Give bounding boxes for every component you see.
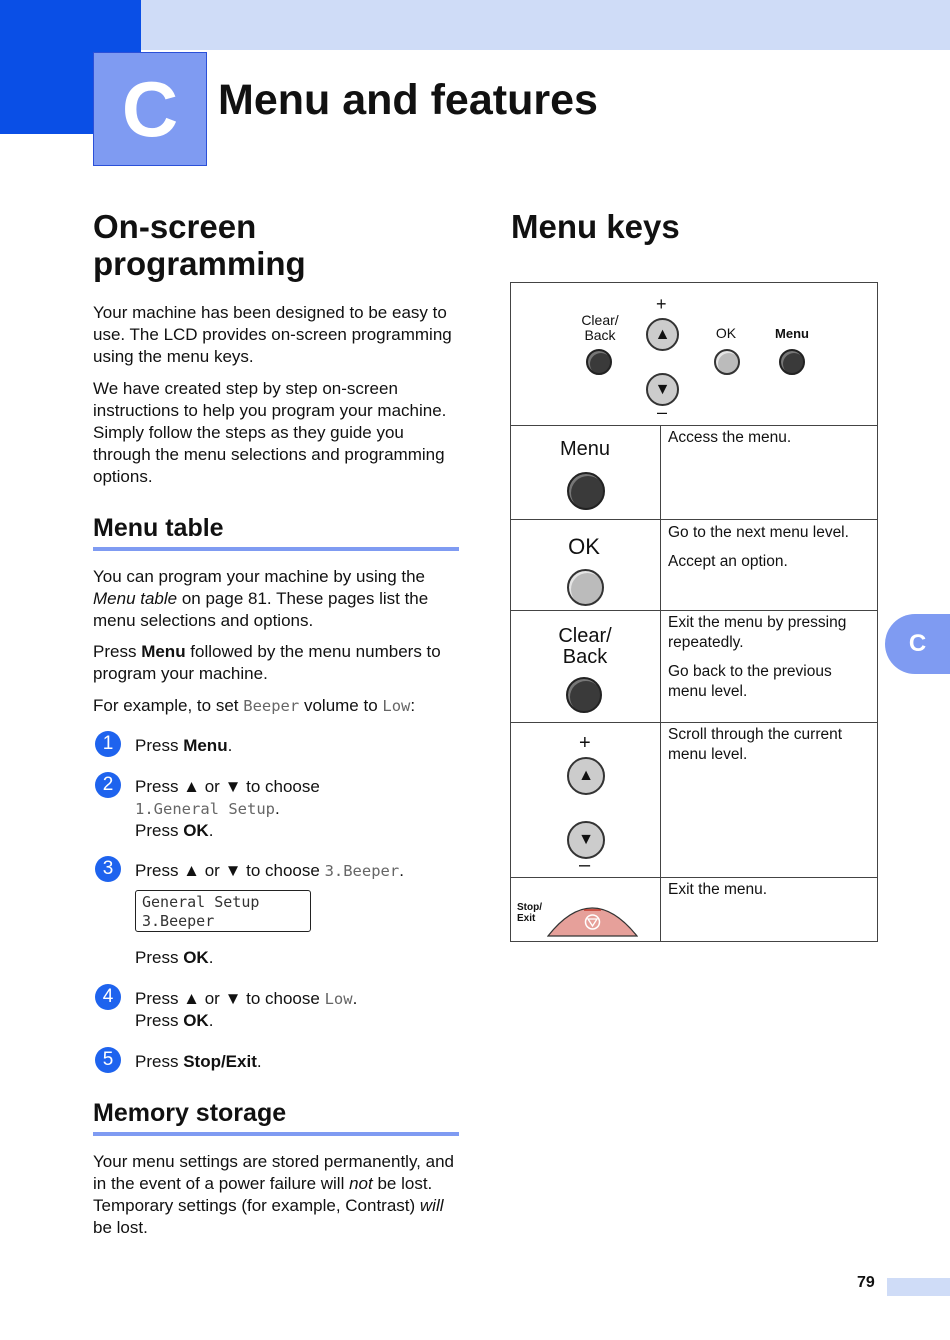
down-arrow-icon: ▼ (578, 831, 594, 848)
stop-exit-key-button[interactable] (547, 898, 638, 937)
table-divider (510, 877, 878, 878)
lcd-display (135, 890, 311, 932)
step-number-5: 5 (95, 1047, 121, 1073)
intro-paragraph-2: We have created step by step on-screen instructions to help you program your machine. Simply follow the steps as they guide you through the menu selections and programming options. (93, 379, 447, 486)
header-band (141, 0, 950, 50)
memory-paragraph: Your menu settings are stored permanently, and in the event of a power failure will not be lost. Temporary settings (for example, Contrast) will be lost. (93, 1152, 454, 1237)
menu-keys-table (510, 282, 878, 942)
scroll-up-arrow-button[interactable] (567, 757, 605, 795)
step-number-3: 3 (95, 856, 121, 882)
panel-plus-label: + (656, 294, 667, 314)
ok-key-button[interactable] (567, 569, 604, 606)
stop-exit-key-description: Exit the menu. (668, 881, 768, 898)
panel-clear-back-label: Clear/ Back (581, 312, 619, 343)
stop-exit-button-shape (547, 898, 638, 937)
ok-key-label: OK (568, 534, 600, 559)
step-2-text: Press ▲ or ▼ to choose 1.General Setup. Press OK. (135, 777, 320, 840)
section-heading-menu-keys: Menu keys (511, 208, 680, 245)
panel-ok-button[interactable] (714, 349, 740, 375)
clear-back-key-button[interactable] (566, 677, 602, 713)
page-number-bar (887, 1278, 950, 1296)
panel-ok-label: OK (715, 325, 737, 341)
press-menu-paragraph: Press Menu followed by the menu numbers to program your machine. (93, 642, 441, 683)
table-column-divider (660, 425, 661, 941)
table-divider (510, 519, 878, 520)
clear-back-key-label: Clear/ Back (558, 625, 612, 668)
step-4-text: Press ▲ or ▼ to choose Low. Press OK. (135, 989, 358, 1030)
step-3-text: Press ▲ or ▼ to choose 3.Beeper. (135, 861, 404, 880)
table-divider (510, 722, 878, 723)
scroll-minus-label: – (579, 854, 591, 876)
step-5-text: Press Stop/Exit. (135, 1052, 262, 1071)
panel-minus-label: – (657, 402, 668, 422)
chapter-letter-box: C (93, 52, 207, 166)
clear-back-key-description: Exit the menu by pressing repeatedly. Go back to the previous menu level. (668, 614, 847, 700)
panel-menu-button[interactable] (779, 349, 805, 375)
menu-table-link[interactable]: Menu table (93, 589, 178, 608)
scroll-plus-label: + (579, 732, 591, 754)
up-arrow-icon: ▲ (578, 767, 594, 784)
step-number-2: 2 (95, 772, 121, 798)
step-number-4: 4 (95, 984, 121, 1010)
chapter-title: Menu and features (218, 76, 598, 124)
down-arrow-icon: ▼ (654, 380, 671, 398)
up-arrow-icon: ▲ (654, 325, 671, 343)
table-divider (510, 425, 878, 426)
panel-up-arrow-button[interactable] (646, 318, 679, 351)
scroll-key-description: Scroll through the current menu level. (668, 726, 843, 763)
stop-exit-key-label: Stop/ Exit (517, 902, 542, 924)
panel-menu-label: Menu (775, 326, 809, 341)
intro-paragraph-1: Your machine has been designed to be easy to use. The LCD provides on-screen programming using the menu keys. (93, 303, 452, 366)
subheading-menu-table: Menu table (93, 514, 224, 542)
chapter-side-tab[interactable]: C (885, 614, 950, 674)
lcd-line-1: General Setup (142, 893, 260, 911)
menu-key-button[interactable] (567, 472, 605, 510)
heading-rule (93, 547, 459, 551)
lcd-line-2: 3.Beeper (142, 912, 215, 930)
ok-key-description: Go to the next menu level. Accept an option. (668, 524, 849, 570)
step-number-1: 1 (95, 731, 121, 757)
subheading-memory-storage: Memory storage (93, 1099, 287, 1127)
example-paragraph: For example, to set Beeper volume to Low: (93, 696, 416, 715)
table-divider (510, 610, 878, 611)
step-3-press-ok: Press OK. (135, 948, 214, 967)
menu-key-label: Menu (559, 438, 611, 460)
heading-rule (93, 1132, 459, 1136)
section-heading-onscreen-programming: On-screen programming (93, 208, 306, 282)
step-1-text: Press Menu. (135, 736, 233, 755)
panel-clear-back-button[interactable] (586, 349, 612, 375)
page-number: 79 (857, 1274, 875, 1291)
menu-table-paragraph: You can program your machine by using the Menu table on page 81. These pages list the menu selections and options. (93, 567, 429, 630)
menu-key-description: Access the menu. (668, 429, 792, 446)
